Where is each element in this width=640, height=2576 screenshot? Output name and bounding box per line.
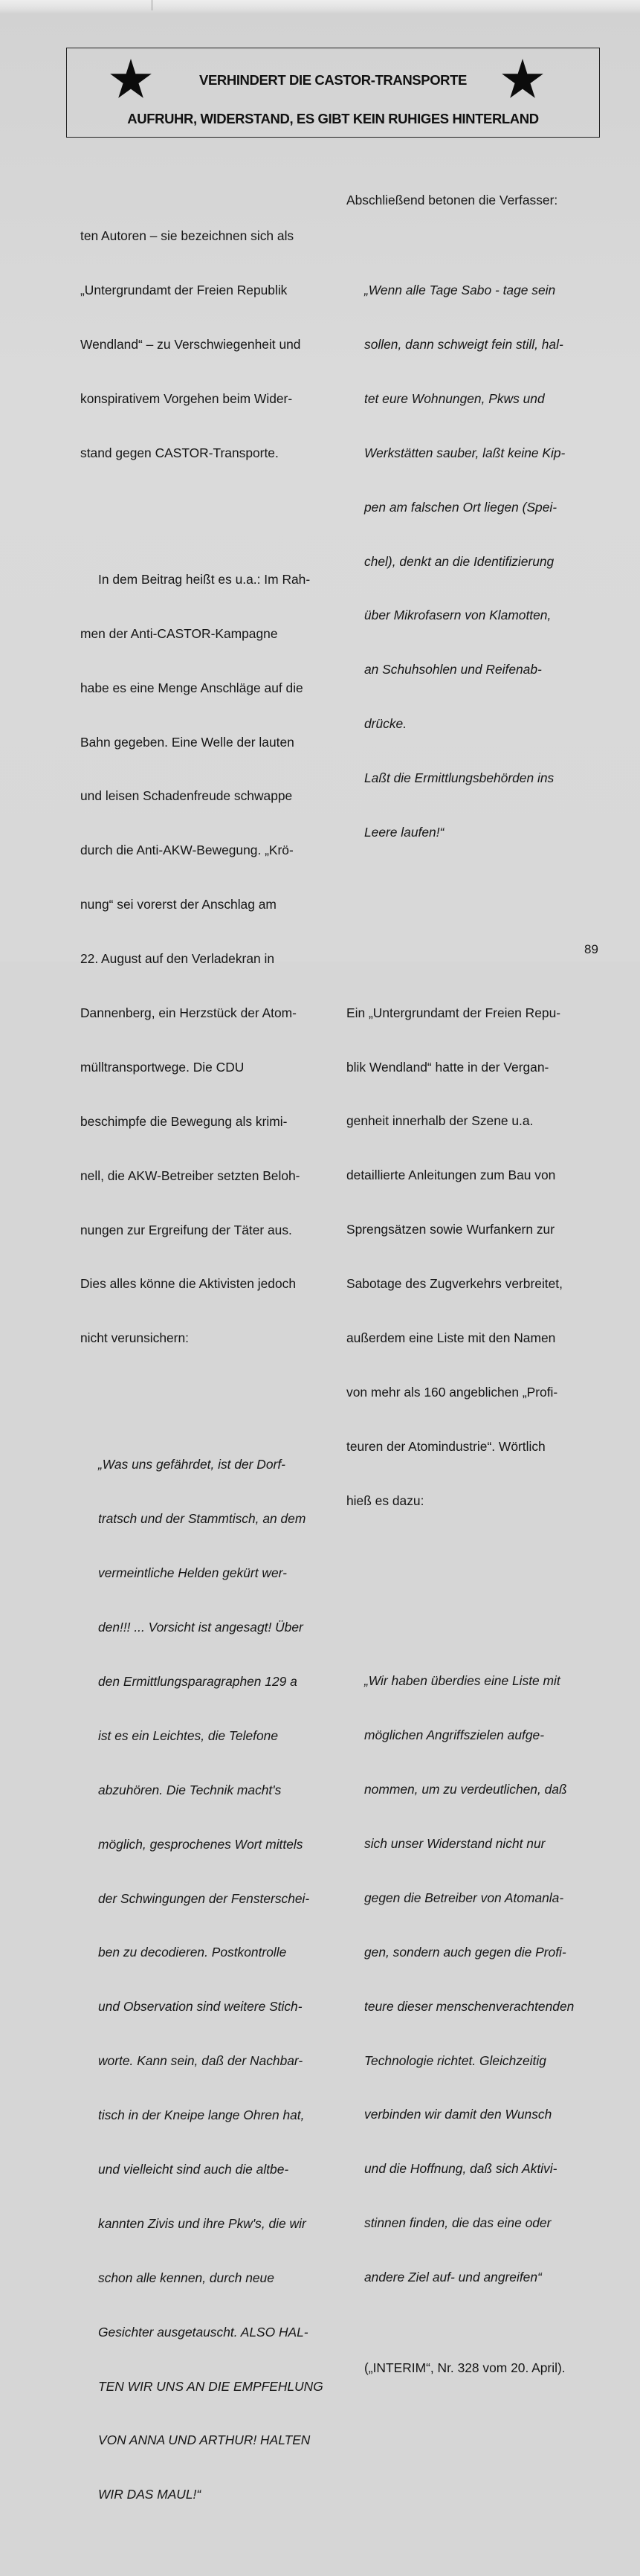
citation: („INTERIM“, Nr. 328 vom 20. April). <box>364 2360 566 2375</box>
text-line: detaillierte Anleitungen zum Bau von <box>346 1168 556 1183</box>
text-line: nung“ sei vorerst der Anschlag am <box>80 897 277 912</box>
quote-line: und die Hoffnung, daß sich Aktivi- <box>364 2161 557 2177</box>
text-line: nicht verunsichern: <box>80 1330 189 1346</box>
quote-line: an Schuhsohlen und Reifenab- <box>364 662 542 677</box>
text-line: und leisen Schadenfreude schwappe <box>80 788 293 804</box>
spacer <box>346 913 607 931</box>
quote-line: gen, sondern auch gegen die Profi- <box>364 1944 566 1960</box>
text-line: Wendland“ – zu Verschwiegenheit und <box>80 336 301 352</box>
page-top-edge <box>0 0 640 13</box>
text-line: Ein „Untergrundamt der Freien Repu- <box>346 1005 561 1020</box>
quote-line: Gesichter ausgetauscht. ALSO HAL- <box>98 2324 308 2340</box>
text-line: men der Anti-CASTOR-Kampagne <box>80 625 278 641</box>
spacer <box>346 1582 607 1600</box>
text-line: Dies alles könne die Aktivisten jedoch <box>80 1276 297 1292</box>
quote-line: tisch in der Kneipe lange Ohren hat, <box>98 2108 305 2123</box>
quote-line: möglich, gesprochenes Wort mittels <box>98 1836 303 1852</box>
right-column <box>346 155 607 2413</box>
quote-line: möglichen Angriffszielen aufge- <box>364 1727 544 1743</box>
text-line: ten Autoren – sie bezeichnen sich als <box>80 228 294 244</box>
page-number: 89 <box>584 942 598 956</box>
text-line: blik Wendland“ hatte in der Vergan- <box>346 1059 549 1075</box>
block-quote <box>346 245 607 877</box>
text-line: konspirativem Vorgehen beim Wider- <box>80 390 293 406</box>
banner-subheadline: AUFRUHR, WIDERSTAND, ES GIBT KEIN RUHIGES HINTERLAND <box>127 111 539 126</box>
quote-line: teure dieser menschenverachtenden <box>364 1998 575 2014</box>
quote-line: über Mikrofasern von Klamotten, <box>364 608 552 623</box>
quote-line: tratsch und der Stammtisch, an dem <box>98 1511 306 1527</box>
quote-line: ben zu decodieren. Postkontrolle <box>98 1945 287 1960</box>
quote-line: den!!! ... Vorsicht ist angesagt! Über <box>98 1620 303 1635</box>
text-line: hieß es dazu: <box>346 1493 424 1508</box>
text-line: 22. August auf den Verladekran in <box>80 951 275 967</box>
text-line: Sabotage des Zugverkehrs verbreitet, <box>346 1276 563 1292</box>
text-line: nungen zur Ergreifung der Täter aus. <box>80 1222 292 1237</box>
quote-line: vermeintliche Helden gekürt wer- <box>98 1565 287 1581</box>
text-line: habe es eine Menge Anschläge auf die <box>80 680 303 695</box>
paragraph <box>346 967 607 1546</box>
headline-banner <box>66 48 600 138</box>
text-line: Sprengsätzen sowie Wurfankern zur <box>346 1222 555 1237</box>
quote-line: der Schwingungen der Fensterschei- <box>98 1890 310 1906</box>
quote-line: Technologie richtet. Gleichzeitig <box>364 2052 546 2068</box>
paragraph <box>80 534 327 1383</box>
text-line: „Untergrundamt der Freien Republik <box>80 283 288 298</box>
quote-line: pen am falschen Ort liegen (Spei- <box>364 499 557 515</box>
text-line: Abschließend betonen die Verfasser: <box>346 192 558 207</box>
text-line: beschimpfe die Bewegung als krimi- <box>80 1113 288 1129</box>
text-line: außerdem eine Liste mit den Namen <box>346 1330 556 1345</box>
quote-line: tet eure Wohnungen, Pkws und <box>364 390 545 406</box>
quote-line: stinnen finden, die das eine oder <box>364 2215 552 2231</box>
block-quote <box>346 1636 607 2322</box>
text-line: genheit innerhalb der Szene u.a. <box>346 1113 534 1129</box>
text-line: In dem Beitrag heißt es u.a.: Im Rah- <box>98 571 311 587</box>
text-line: Bahn gegeben. Eine Welle der lauten <box>80 734 294 750</box>
banner-headline: VERHINDERT DIE CASTOR-TRANSPORTE <box>199 72 467 88</box>
quote-line: VON ANNA UND ARTHUR! HALTEN <box>98 2432 311 2448</box>
block-quote <box>80 1420 327 2540</box>
quote-line: WIR DAS MAUL!“ <box>98 2487 201 2502</box>
text-line: Dannenberg, ein Herzstück der Atom- <box>80 1005 297 1020</box>
quote-line: Leere laufen!“ <box>364 824 445 840</box>
left-column <box>80 155 327 2576</box>
text-line: durch die Anti-AKW-Bewegung. „Krö- <box>80 843 294 858</box>
quote-line: ist es ein Leichtes, die Telefone <box>98 1727 279 1743</box>
quote-line: TEN WIR UNS AN DIE EMPFEHLUNG <box>98 2378 323 2394</box>
quote-line: „Wir haben überdies eine Liste mit <box>364 1673 560 1689</box>
quote-line: chel), denkt an die Identifizierung <box>364 553 555 569</box>
text-line: mülltransportwege. Die CDU <box>80 1059 245 1075</box>
paragraph <box>80 191 327 498</box>
quote-line: den Ermittlungsparagraphen 129 a <box>98 1673 297 1689</box>
quote-line: abzuhören. Die Technik macht's <box>98 1782 282 1797</box>
quote-line: sich unser Widerstand nicht nur <box>364 1836 546 1852</box>
text-line: nell, die AKW-Betreiber setzten Beloh- <box>80 1168 300 1183</box>
quote-line: verbinden wir damit den Wunsch <box>364 2107 552 2122</box>
quote-line: sollen, dann schweigt fein still, hal- <box>364 336 563 352</box>
quote-line: kannten Zivis und ihre Pkw's, die wir <box>98 2215 306 2231</box>
quote-line: worte. Kann sein, daß der Nachbar- <box>98 2053 303 2069</box>
quote-line: und Observation sind weitere Stich- <box>98 1999 303 2015</box>
quote-line: Laßt die Ermittlungsbehörden ins <box>364 770 555 786</box>
quote-line: Werkstätten sauber, laßt keine Kip- <box>364 445 566 460</box>
quote-line: „Was uns gefährdet, ist der Dorf- <box>98 1457 285 1472</box>
quote-line: und vielleicht sind auch die altbe- <box>98 2161 289 2177</box>
text-line: stand gegen CASTOR-Transporte. <box>80 445 279 460</box>
quote-line: andere Ziel auf- und angreifen“ <box>364 2270 542 2285</box>
quote-line: „Wenn alle Tage Sabo - tage sein <box>364 283 556 298</box>
quote-line: schon alle kennen, durch neue <box>98 2270 274 2285</box>
quote-line: nommen, um zu verdeutlichen, daß <box>364 1782 567 1797</box>
quote-line: drücke. <box>364 716 407 732</box>
text-line: teuren der Atomindustrie“. Wörtlich <box>346 1438 546 1454</box>
quote-line: gegen die Betreiber von Atomanla- <box>364 1890 564 1905</box>
text-line: von mehr als 160 angeblichen „Profi- <box>346 1384 558 1400</box>
